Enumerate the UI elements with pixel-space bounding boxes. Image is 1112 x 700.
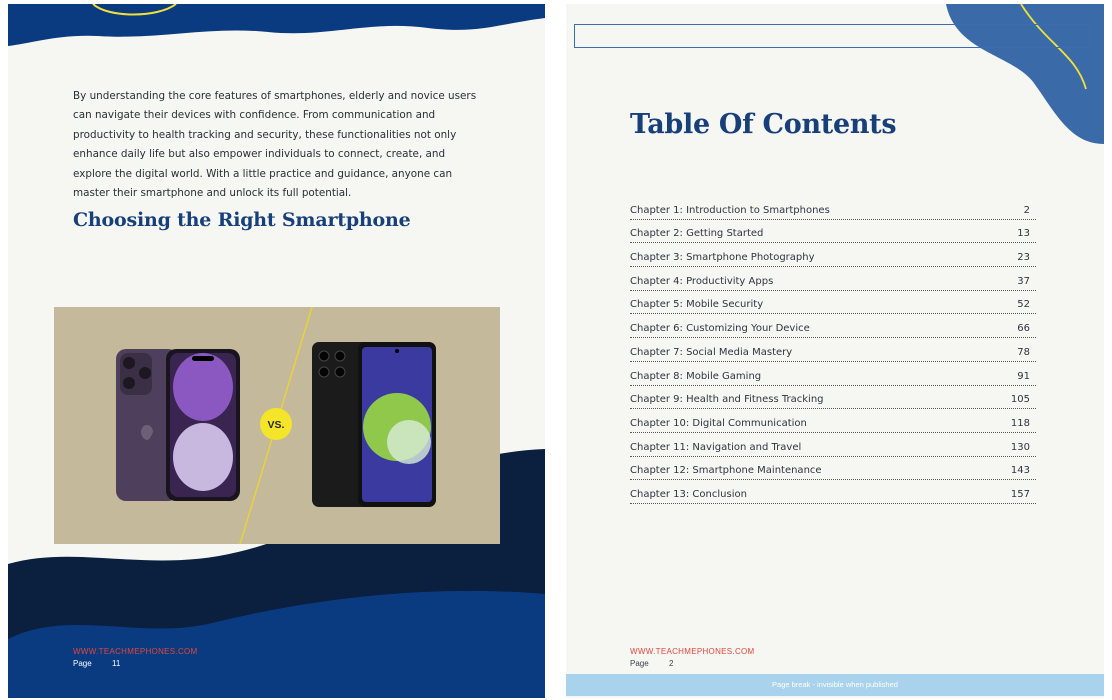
footer-page-label: Page <box>73 659 92 668</box>
toc-chapter-label: Chapter 3: Smartphone Photography <box>630 252 815 264</box>
toc-chapter-label: Chapter 13: Conclusion <box>630 488 747 500</box>
page-break-notice: Page break - invisible when published <box>566 674 1104 696</box>
toc-row[interactable] <box>630 220 1036 244</box>
table-of-contents <box>630 196 1036 504</box>
toc-chapter-label: Chapter 7: Social Media Mastery <box>630 346 793 358</box>
toc-chapter-label: Chapter 10: Digital Communication <box>630 417 807 429</box>
toc-page-number: 130 <box>1010 441 1030 453</box>
phones-illustration <box>54 307 500 544</box>
footer-website-url: WWW.TEACHMEPHONES.COM <box>73 647 198 656</box>
footer-page-number: 2 <box>669 659 674 668</box>
toc-chapter-label: Chapter 12: Smartphone Maintenance <box>630 465 822 477</box>
toc-row[interactable] <box>630 267 1036 291</box>
toc-row[interactable] <box>630 457 1036 481</box>
toc-chapter-label: Chapter 4: Productivity Apps <box>630 275 774 287</box>
toc-row[interactable] <box>630 386 1036 410</box>
toc-page-number: 23 <box>1017 252 1030 264</box>
toc-page-number: 118 <box>1010 417 1030 429</box>
left-page <box>8 4 545 698</box>
toc-page-number: 13 <box>1017 228 1030 240</box>
vs-label: VS. <box>267 419 285 431</box>
toc-page-number: 78 <box>1017 346 1030 358</box>
toc-chapter-label: Chapter 6: Customizing Your Device <box>630 323 810 335</box>
header-text-box[interactable] <box>574 24 1090 48</box>
toc-page-number: 37 <box>1017 275 1030 287</box>
right-page <box>566 4 1104 698</box>
body-paragraph: By understanding the core features of smartphones, elderly and novice users can navigate their devices with confidence. From communication and productivity to health tracking and security, these functionalities not only enhance daily life but also empower individuals to connect, create, and explore the digital world. With a little practice and guidance, anyone can master their smartphone and unlock its full potential. <box>73 90 477 200</box>
toc-page-number: 157 <box>1010 488 1030 500</box>
top-wave-decoration <box>8 4 545 64</box>
section-heading: Choosing the Right Smartphone <box>73 209 411 231</box>
toc-page-number: 91 <box>1017 370 1030 382</box>
footer-page-number: 11 <box>112 659 121 668</box>
toc-chapter-label: Chapter 8: Mobile Gaming <box>630 370 762 382</box>
toc-row[interactable] <box>630 243 1036 267</box>
toc-chapter-label: Chapter 5: Mobile Security <box>630 299 764 311</box>
toc-chapter-label: Chapter 2: Getting Started <box>630 228 764 240</box>
toc-row[interactable] <box>630 338 1036 362</box>
toc-page-number: 143 <box>1010 465 1030 477</box>
toc-page-number: 52 <box>1017 299 1030 311</box>
smartphone-comparison-image <box>54 307 500 544</box>
toc-chapter-label: Chapter 1: Introduction to Smartphones <box>630 204 830 216</box>
toc-chapter-label: Chapter 11: Navigation and Travel <box>630 441 802 453</box>
toc-row[interactable] <box>630 291 1036 315</box>
toc-row[interactable] <box>630 433 1036 457</box>
toc-row[interactable] <box>630 314 1036 338</box>
footer-page-label: Page <box>630 659 649 668</box>
toc-row[interactable] <box>630 480 1036 504</box>
toc-title: Table Of Contents <box>630 109 897 140</box>
toc-row[interactable] <box>630 409 1036 433</box>
toc-row[interactable] <box>630 362 1036 386</box>
toc-chapter-label: Chapter 9: Health and Fitness Tracking <box>630 394 824 406</box>
toc-page-number: 105 <box>1010 394 1030 406</box>
toc-page-number: 2 <box>1023 204 1030 216</box>
footer-website-url: WWW.TEACHMEPHONES.COM <box>630 647 755 656</box>
toc-row[interactable] <box>630 196 1036 220</box>
toc-page-number: 66 <box>1017 323 1030 335</box>
